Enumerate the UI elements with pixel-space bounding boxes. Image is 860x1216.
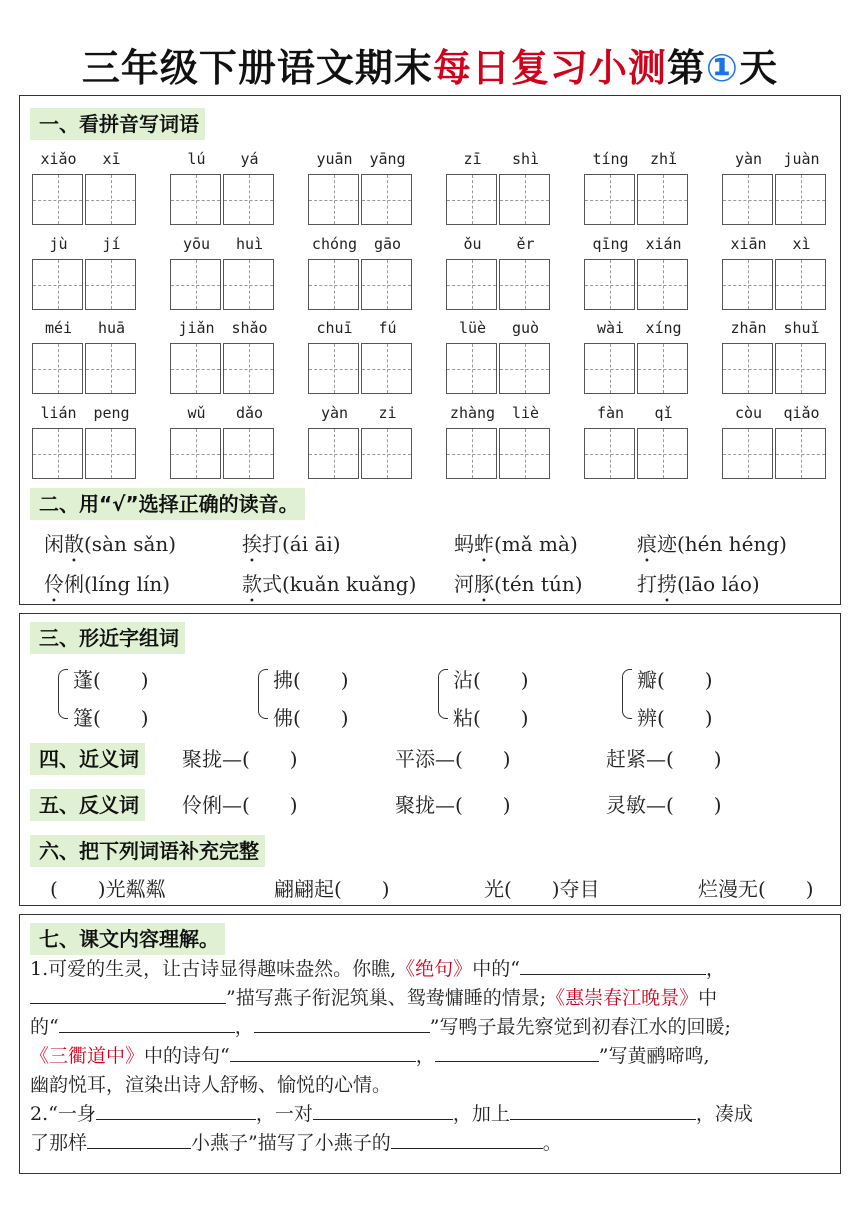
writing-cell[interactable] — [308, 343, 359, 394]
brace-4 — [622, 669, 632, 719]
section4-title: 四、近义词 — [30, 743, 145, 775]
pinyin-syllable: lú — [187, 150, 206, 168]
pinyin-syllable: zhàng — [449, 404, 496, 422]
section1-title: 一、看拼音写词语 — [30, 108, 205, 140]
pinyin-syllable: huā — [97, 319, 126, 337]
pinyin-syllable: zhān — [730, 319, 767, 337]
writing-cell[interactable] — [584, 428, 635, 479]
writing-cell[interactable] — [170, 343, 221, 394]
pinyin-syllable: shǎo — [231, 319, 268, 337]
writing-cell[interactable] — [32, 428, 83, 479]
pinyin-syllable: yuān — [316, 150, 353, 168]
writing-cell[interactable] — [446, 174, 497, 225]
writing-cell[interactable] — [32, 259, 83, 310]
pinyin-syllable: zī — [463, 150, 482, 168]
answer-blank[interactable] — [96, 1100, 256, 1120]
similar-char-1b: 篷( ) — [73, 706, 149, 730]
pinyin-word-group — [446, 317, 552, 394]
writing-cell[interactable] — [223, 259, 274, 310]
pinyin-word-group — [308, 317, 414, 394]
writing-cell[interactable] — [361, 343, 412, 394]
pinyin-syllable: juàn — [783, 150, 820, 168]
pinyin-syllable: chuī — [316, 319, 353, 337]
question-2: 2.“一身 ，一对 ，加上 ，凑成 了那样 小燕子”描写了小燕子的 。 — [30, 1100, 830, 1158]
pinyin-word-group — [722, 317, 828, 394]
pinyin-syllable: huì — [235, 235, 264, 253]
pinyin-label — [308, 233, 414, 255]
pinyin-syllable: ǒu — [463, 235, 482, 253]
answer-blank[interactable] — [59, 1013, 235, 1033]
pinyin-label — [32, 148, 138, 170]
pinyin-word-group — [308, 402, 414, 479]
writing-cell[interactable] — [170, 174, 221, 225]
pinyin-label — [170, 148, 276, 170]
pinyin-and-pronunciation-box — [19, 95, 841, 605]
pinyin-syllable: zi — [378, 404, 397, 422]
page-title — [0, 40, 860, 96]
title-day-number: ① — [705, 46, 740, 90]
brace-3 — [438, 669, 448, 719]
brace-2 — [258, 669, 268, 719]
writing-cell[interactable] — [722, 174, 773, 225]
writing-cell[interactable] — [85, 428, 136, 479]
pinyin-syllable: lián — [40, 404, 77, 422]
pinyin-syllable: wǔ — [187, 404, 206, 422]
pinyin-syllable: dǎo — [235, 404, 264, 422]
synonym-item-3: 赶紧—( ) — [606, 747, 722, 771]
writing-cell[interactable] — [170, 428, 221, 479]
pinyin-label — [170, 317, 276, 339]
pinyin-syllable: yá — [240, 150, 259, 168]
pinyin-syllable: xiān — [730, 235, 767, 253]
title-day-suffix: 天 — [739, 46, 779, 90]
writing-cell[interactable] — [85, 174, 136, 225]
writing-cell[interactable] — [85, 259, 136, 310]
writing-cell[interactable] — [446, 343, 497, 394]
synonym-item-1: 聚拢—( ) — [182, 747, 298, 771]
pinyin-word-group — [170, 402, 276, 479]
pinyin-syllable: yàn — [734, 150, 763, 168]
pinyin-label — [32, 402, 138, 424]
pinyin-word-group — [446, 402, 552, 479]
pinyin-word-group — [722, 233, 828, 310]
pinyin-label — [32, 317, 138, 339]
writing-cell[interactable] — [584, 259, 635, 310]
writing-cell[interactable] — [170, 259, 221, 310]
similar-char-1a: 蓬( ) — [73, 668, 149, 692]
pinyin-label — [584, 317, 690, 339]
pinyin-label — [584, 148, 690, 170]
writing-cell[interactable] — [775, 343, 826, 394]
writing-cell[interactable] — [308, 428, 359, 479]
pinyin-syllable: gāo — [373, 235, 402, 253]
writing-cell[interactable] — [722, 343, 773, 394]
pinyin-syllable: xì — [792, 235, 811, 253]
pinyin-syllable: shuǐ — [783, 319, 820, 337]
pron-item-3: 蚂蚱(mǎ mà) — [454, 532, 578, 556]
poem-title-huichong: 《惠崇春江晚景》 — [546, 987, 699, 1009]
pinyin-syllable: qīng — [592, 235, 629, 253]
question-1: 1.可爱的生灵，让古诗显得趣味盎然。你瞧,《绝句》中的“ ， ”描写燕子衔泥筑巢、鸳鸯慵睡的情景;《惠崇春江晚景》中 的“ ， ”写鸭子最先察觉到初春江水的回暖; 《三衢道中》中的诗句“ ， ”写黄鹂啼鸣, 幽韵悦耳，渲染出诗人舒畅、愉悦的心情。 — [30, 955, 830, 1100]
pinyin-syllable: shì — [511, 150, 540, 168]
writing-cell[interactable] — [722, 259, 773, 310]
answer-blank[interactable] — [391, 1129, 543, 1149]
pinyin-word-group — [308, 233, 414, 310]
pinyin-word-group — [722, 148, 828, 225]
writing-cell[interactable] — [32, 343, 83, 394]
section2-title: 二、用“√”选择正确的读音。 — [30, 488, 305, 520]
writing-cell[interactable] — [361, 428, 412, 479]
pinyin-syllable: fú — [378, 319, 397, 337]
pinyin-syllable: guò — [511, 319, 540, 337]
writing-cell[interactable] — [499, 428, 550, 479]
writing-cell[interactable] — [499, 259, 550, 310]
pinyin-syllable: jù — [49, 235, 68, 253]
section7-title: 七、课文内容理解。 — [30, 923, 225, 955]
pinyin-label — [308, 148, 414, 170]
pinyin-syllable: lüè — [458, 319, 487, 337]
similar-char-4b: 辨( ) — [637, 706, 713, 730]
section6-title: 六、把下列词语补充完整 — [30, 835, 265, 867]
writing-cell[interactable] — [584, 343, 635, 394]
pinyin-syllable: liè — [511, 404, 540, 422]
pinyin-syllable: yàn — [320, 404, 349, 422]
pinyin-label — [170, 233, 276, 255]
writing-cell[interactable] — [584, 174, 635, 225]
pinyin-syllable: xíng — [645, 319, 682, 337]
pinyin-label — [32, 233, 138, 255]
answer-blank[interactable] — [254, 1013, 430, 1033]
writing-cell[interactable] — [775, 174, 826, 225]
pinyin-syllable: qǐ — [654, 404, 673, 422]
section5-title: 五、反义词 — [30, 789, 145, 821]
writing-cell[interactable] — [223, 174, 274, 225]
pinyin-label — [584, 402, 690, 424]
pinyin-syllable: ěr — [516, 235, 535, 253]
similar-char-2b: 佛( ) — [273, 706, 349, 730]
pinyin-syllable: yōu — [182, 235, 211, 253]
pinyin-syllable: còu — [734, 404, 763, 422]
answer-blank[interactable] — [435, 1042, 599, 1062]
answer-blank[interactable] — [313, 1100, 453, 1120]
comprehension-box — [19, 914, 841, 1174]
answer-blank[interactable] — [510, 1100, 696, 1120]
pinyin-word-group — [32, 317, 138, 394]
pinyin-word-group — [32, 233, 138, 310]
pinyin-word-group — [584, 233, 690, 310]
pinyin-label — [308, 402, 414, 424]
section3-title: 三、形近字组词 — [30, 622, 185, 654]
antonym-item-3: 灵敏—( ) — [606, 793, 722, 817]
answer-blank[interactable] — [230, 1042, 416, 1062]
pinyin-syllable: yāng — [369, 150, 406, 168]
similar-char-3b: 粘( ) — [453, 706, 529, 730]
antonym-item-2: 聚拢—( ) — [395, 793, 511, 817]
pinyin-label — [584, 233, 690, 255]
pron-item-2: 挨打(ái āi) — [242, 532, 341, 556]
writing-cell[interactable] — [637, 174, 688, 225]
writing-cell[interactable] — [499, 174, 550, 225]
writing-cell[interactable] — [308, 259, 359, 310]
similar-char-4a: 瓣( ) — [637, 668, 713, 692]
writing-cell[interactable] — [308, 174, 359, 225]
writing-cell[interactable] — [85, 343, 136, 394]
pinyin-label — [446, 148, 552, 170]
complete-item-1: ( )光粼粼 — [50, 877, 166, 901]
pinyin-label — [446, 317, 552, 339]
answer-blank[interactable] — [520, 955, 706, 975]
pinyin-word-group — [32, 402, 138, 479]
pron-item-5: 伶俐(líng lín) — [44, 572, 171, 596]
writing-cell[interactable] — [361, 259, 412, 310]
antonym-item-1: 伶俐—( ) — [182, 793, 298, 817]
writing-cell[interactable] — [637, 259, 688, 310]
pinyin-word-group — [722, 402, 828, 479]
answer-blank[interactable] — [30, 984, 226, 1004]
pron-item-8: 打捞(lāo láo) — [637, 572, 760, 596]
writing-cell[interactable] — [775, 428, 826, 479]
pinyin-label — [446, 402, 552, 424]
writing-cell[interactable] — [722, 428, 773, 479]
pinyin-word-group — [584, 402, 690, 479]
brace-1 — [58, 669, 68, 719]
similar-char-2a: 拂( ) — [273, 668, 349, 692]
pinyin-syllable: xī — [102, 150, 121, 168]
pron-item-7: 河豚(tén tún) — [454, 572, 583, 596]
answer-blank[interactable] — [87, 1129, 191, 1149]
writing-cell[interactable] — [32, 174, 83, 225]
complete-item-3: 光( )夺目 — [484, 877, 600, 901]
title-day-prefix: 第 — [666, 46, 706, 90]
pinyin-syllable: wài — [596, 319, 625, 337]
pinyin-word-group — [584, 148, 690, 225]
pinyin-syllable: fàn — [596, 404, 625, 422]
pinyin-syllable: zhǐ — [649, 150, 678, 168]
writing-cell[interactable] — [446, 428, 497, 479]
pinyin-label — [722, 317, 828, 339]
pinyin-label — [722, 148, 828, 170]
pinyin-word-group — [170, 317, 276, 394]
pinyin-syllable: chóng — [311, 235, 358, 253]
words-box — [19, 613, 841, 906]
pron-item-6: 款式(kuǎn kuǎng) — [242, 572, 417, 596]
pinyin-syllable: jí — [102, 235, 121, 253]
pinyin-syllable: xiǎo — [40, 150, 77, 168]
poem-title-sanqu: 《三衢道中》 — [30, 1045, 145, 1067]
pinyin-label — [170, 402, 276, 424]
pinyin-word-group — [170, 148, 276, 225]
pinyin-word-group — [446, 148, 552, 225]
pinyin-label — [722, 402, 828, 424]
pinyin-word-group — [446, 233, 552, 310]
pinyin-syllable: qiǎo — [783, 404, 820, 422]
pinyin-word-group — [308, 148, 414, 225]
writing-cell[interactable] — [223, 343, 274, 394]
pinyin-word-group — [170, 233, 276, 310]
pinyin-label — [446, 233, 552, 255]
pinyin-syllable: jiǎn — [178, 319, 215, 337]
pinyin-label — [722, 233, 828, 255]
pinyin-syllable: méi — [44, 319, 73, 337]
writing-cell[interactable] — [223, 428, 274, 479]
poem-title-jueju: 《绝句》 — [396, 958, 473, 980]
title-grade-text: 三年级下册语文期末 — [81, 46, 433, 90]
pinyin-word-group — [32, 148, 138, 225]
pinyin-syllable: xián — [645, 235, 682, 253]
writing-cell[interactable] — [361, 174, 412, 225]
complete-item-4: 烂漫无( ) — [698, 877, 814, 901]
pinyin-syllable: peng — [93, 404, 130, 422]
pinyin-syllable: tíng — [592, 150, 629, 168]
writing-cell[interactable] — [637, 343, 688, 394]
writing-cell[interactable] — [775, 259, 826, 310]
writing-cell[interactable] — [637, 428, 688, 479]
writing-cell[interactable] — [499, 343, 550, 394]
writing-cell[interactable] — [446, 259, 497, 310]
pron-item-1: 闲散(sàn sǎn) — [44, 532, 177, 556]
pinyin-word-group — [584, 317, 690, 394]
title-highlight-text: 每日复习小测 — [432, 46, 667, 90]
similar-char-3a: 沾( ) — [453, 668, 529, 692]
pinyin-label — [308, 317, 414, 339]
pron-item-4: 痕迹(hén héng) — [637, 532, 787, 556]
complete-item-2: 翩翩起( ) — [274, 877, 390, 901]
synonym-item-2: 平添—( ) — [395, 747, 511, 771]
